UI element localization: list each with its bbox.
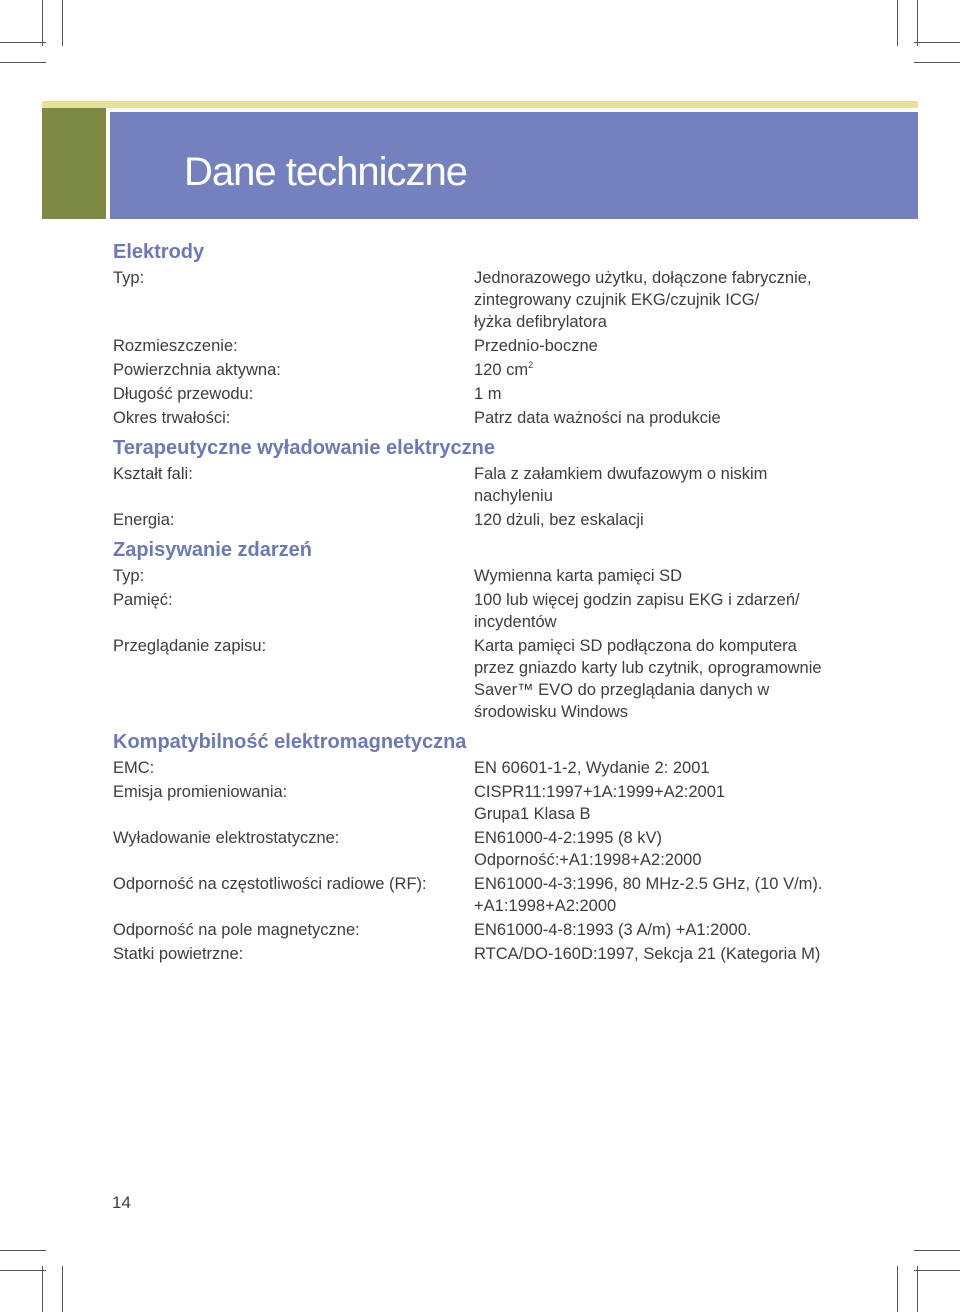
crop-mark: [62, 0, 63, 46]
spec-value-line: Karta pamięci SD podłączona do komputera: [474, 637, 797, 655]
section-zapisywanie: [113, 537, 903, 723]
section-kompatybilnosc: [113, 729, 903, 965]
section-heading: Zapisywanie zdarzeń: [113, 539, 312, 561]
crop-mark: [914, 1270, 960, 1271]
spec-value-line: EN61000-4-8:1993 (3 A/m) +A1:2000.: [474, 921, 752, 939]
spec-row: [113, 335, 903, 357]
spec-value: [474, 757, 903, 779]
spec-value-line: incydentów: [474, 613, 557, 631]
spec-value-line: RTCA/DO-160D:1997, Sekcja 21 (Kategoria M): [474, 945, 821, 963]
spec-value-line: Fala z załamkiem dwufazowym o niskim: [474, 465, 768, 483]
spec-value: [474, 943, 903, 965]
crop-mark: [42, 1266, 43, 1312]
spec-value: [474, 267, 903, 333]
spec-value-line: łyżka defibrylatora: [474, 313, 607, 331]
spec-value: [474, 509, 903, 531]
spec-value: [474, 463, 903, 507]
crop-mark: [914, 62, 960, 63]
spec-content: [113, 239, 903, 965]
spec-value: [474, 873, 903, 917]
section-heading: Terapeutyczne wyładowanie elektryczne: [113, 437, 496, 459]
spec-value-line: nachyleniu: [474, 487, 553, 505]
area-superscript: 2: [528, 360, 534, 370]
spec-row: [113, 463, 903, 507]
section-heading: Elektrody: [113, 241, 205, 263]
crop-mark: [914, 1250, 960, 1251]
spec-row: [113, 589, 903, 633]
spec-row: [113, 827, 903, 871]
header-accent-strip: [42, 101, 918, 108]
crop-mark: [0, 42, 46, 43]
spec-value-line: środowisku Windows: [474, 703, 629, 721]
spec-value-line: Grupa1 Klasa B: [474, 805, 591, 823]
page-title: Dane techniczne: [184, 150, 467, 194]
spec-value: [474, 635, 903, 723]
spec-label: Typ:: [113, 567, 145, 585]
spec-row: [113, 359, 903, 381]
spec-value-line: 120 dżuli, bez eskalacji: [474, 511, 644, 529]
crop-mark: [0, 1270, 46, 1271]
spec-value: [474, 919, 903, 941]
spec-row: [113, 757, 903, 779]
crop-mark: [914, 42, 960, 43]
spec-value: [474, 359, 903, 381]
spec-value-line: EN61000-4-2:1995 (8 kV): [474, 829, 663, 847]
header-green-block: [42, 108, 106, 219]
spec-value-line: Wymienna karta pamięci SD: [474, 567, 683, 585]
crop-mark: [62, 1266, 63, 1312]
spec-row: [113, 873, 903, 917]
spec-value-line: Przednio-boczne: [474, 337, 598, 355]
spec-value-line: Odporność:+A1:1998+A2:2000: [474, 851, 702, 869]
spec-label: Kształt fali:: [113, 465, 193, 483]
section-terapeutyczne: [113, 435, 903, 531]
spec-value-line: Jednorazowego użytku, dołączone fabrycznie,: [474, 269, 812, 287]
area-value: 120 cm: [474, 361, 529, 379]
crop-mark: [42, 0, 43, 46]
crop-mark: [897, 0, 898, 46]
spec-value-line: CISPR11:1997+1A:1999+A2:2001: [474, 783, 726, 801]
spec-row: [113, 267, 903, 333]
spec-label: Energia:: [113, 511, 175, 529]
spec-row: [113, 565, 903, 587]
spec-value-line: EN61000-4-3:1996, 80 MHz-2.5 GHz, (10 V/m).: [474, 875, 823, 893]
spec-label: Długość przewodu:: [113, 385, 254, 403]
crop-mark: [0, 62, 46, 63]
spec-value: [474, 383, 903, 405]
spec-label: Rozmieszczenie:: [113, 337, 238, 355]
crop-mark: [0, 1250, 46, 1251]
spec-label: Pamięć:: [113, 591, 173, 609]
crop-mark: [897, 1266, 898, 1312]
spec-label: Odporność na częstotliwości radiowe (RF):: [113, 875, 427, 893]
spec-value-line: 1 m: [474, 385, 502, 403]
section-heading: Kompatybilność elektromagnetyczna: [113, 731, 467, 753]
spec-label: Wyładowanie elektrostatyczne:: [113, 829, 340, 847]
spec-value-line: przez gniazdo karty lub czytnik, oprogramownie: [474, 659, 822, 677]
spec-label: Odporność na pole magnetyczne:: [113, 921, 360, 939]
spec-value-line: Patrz data ważności na produkcie: [474, 409, 721, 427]
spec-label: Okres trwałości:: [113, 409, 231, 427]
spec-label: Statki powietrzne:: [113, 945, 244, 963]
spec-value-line: +A1:1998+A2:2000: [474, 897, 617, 915]
spec-label: Powierzchnia aktywna:: [113, 361, 281, 379]
page-number: 14: [112, 1193, 131, 1212]
spec-value: [474, 781, 903, 825]
crop-mark: [917, 0, 918, 46]
spec-value-line: Saver™ EVO do przeglądania danych w: [474, 681, 770, 699]
spec-row: [113, 407, 903, 429]
spec-row: [113, 635, 903, 723]
crop-mark: [917, 1266, 918, 1312]
spec-value: [474, 335, 903, 357]
spec-label: Przeglądanie zapisu:: [113, 637, 267, 655]
spec-label: Emisja promieniowania:: [113, 783, 288, 801]
spec-value: [474, 589, 903, 633]
spec-label: Typ:: [113, 269, 145, 287]
section-elektrody: [113, 239, 903, 429]
spec-value-line: EN 60601-1-2, Wydanie 2: 2001: [474, 759, 710, 777]
spec-row: [113, 943, 903, 965]
spec-row: [113, 919, 903, 941]
spec-row: [113, 781, 903, 825]
spec-value: [474, 407, 903, 429]
spec-value-line: [474, 359, 903, 381]
spec-value: [474, 565, 903, 587]
spec-row: [113, 509, 903, 531]
spec-row: [113, 383, 903, 405]
spec-label: EMC:: [113, 759, 155, 777]
spec-value-line: 100 lub więcej godzin zapisu EKG i zdarzeń/: [474, 591, 800, 609]
spec-value-line: zintegrowany czujnik EKG/czujnik ICG/: [474, 291, 760, 309]
spec-value: [474, 827, 903, 871]
